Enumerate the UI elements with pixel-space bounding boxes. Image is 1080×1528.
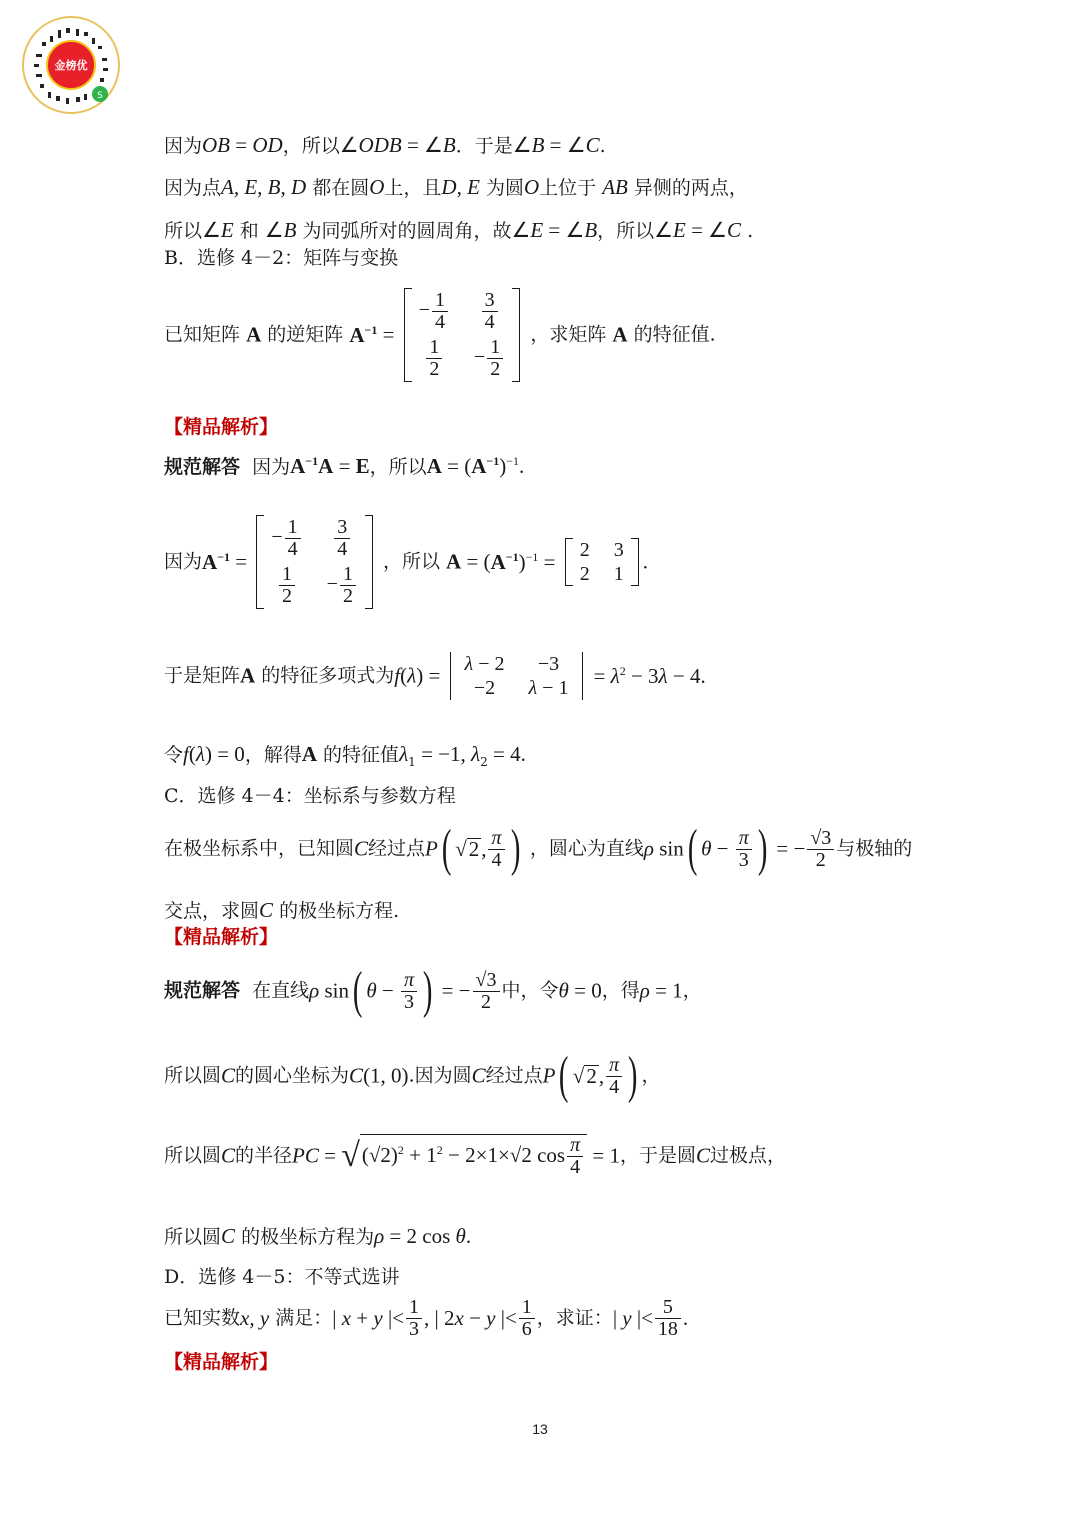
logo-text: 金榜优 xyxy=(54,59,88,72)
section-c-heading: C．选修 4－4：坐标系与参数方程 xyxy=(164,785,456,807)
question-c: 在极坐标系中，已知圆C经过点P( √2, $\frac{\pi}{4}$ ) ，圆心为直线ρ sin( θ − $\frac{\pi}{3}$ ) = − $\frac{√3}{2}$ 与极轴的 xyxy=(164,820,913,877)
solution-b-line-4: 令f(λ) = 0，解得A 的特征值$\lambda_1 = -1$, $\lambda_2 = 4$. xyxy=(164,742,526,769)
analysis-heading: 【精品解析】 xyxy=(164,926,279,948)
matrix-inverse: − $\frac{1}{4}$ $\frac{3}{4}$ $\frac{1}{2}$ − $\frac{1}{2}$ xyxy=(404,288,521,382)
section-b-heading: B．选修 4－2：矩阵与变换 xyxy=(164,247,399,269)
solution-c-line-2: 所以圆C的圆心坐标为C(1, 0).因为圆C经过点P( √2, $\frac{\pi}{4}$ ) ， xyxy=(164,1047,661,1104)
page-number: 13 xyxy=(532,1421,548,1437)
analysis-heading: 【精品解析】 xyxy=(164,1351,279,1373)
logo xyxy=(20,14,122,116)
line-2: 因为点A, E, B, D 都在圆O上，且D, E 为圆O上位于 AB 异侧的两点， xyxy=(164,175,748,199)
analysis-heading: 【精品解析】 xyxy=(164,416,279,438)
qr-logo-icon xyxy=(20,14,122,116)
solution-b-line-3: 于是矩阵A 的特征多项式为f(λ) = λ − 2 −3 −2 λ − 1 = $\lambda^2 - 3\lambda - 4$. xyxy=(164,653,706,699)
solution-c-line-1: 规范解答 在直线ρ sin( θ − $\frac{\pi}{3}$ ) = − $\frac{√3}{2}$ 中，令θ = 0，得ρ = 1， xyxy=(164,962,702,1019)
line-1: 因为OB = OD，所以∠ODB = ∠B．于是∠B = ∠C. xyxy=(164,133,606,157)
section-d-heading: D．选修 4－5：不等式选讲 xyxy=(164,1266,400,1288)
line-3: 所以∠E 和 ∠B 为同弧所对的圆周角，故∠E = ∠B，所以∠E = ∠C . xyxy=(164,218,754,242)
question-d: 已知实数x, y 满足：| x + y |< $\frac{1}{3}$ , | 2x − y |< $\frac{1}{6}$ ，求证：| y |< $\frac{5}{18}$ . xyxy=(164,1296,689,1340)
solution-b-line-2: 因为$A^{-1}$ = − $\frac{1}{4}$ $\frac{3}{4}$ $\frac{1}{2}$ − $\frac{1}{2}$ ，所以 $A = (A^{-1})^{-1}$ = 2 3 2 1 . xyxy=(164,516,648,607)
solution-c-line-3: 所以圆C的半径PC = $√(√2)^2 + 1^2 - 2\times 1\times√2$ cos $\frac{\pi}{4}$ = 1，于是圆C过极点， xyxy=(164,1134,786,1178)
question-b: 已知矩阵 A 的逆矩阵 $A^{-1}$ = − $\frac{1}{4}$ $\frac{3}{4}$ $\frac{1}{2}$ − $\frac{1}{2}$ ，求矩阵 A 的特征值. xyxy=(164,289,716,380)
question-c-cont: 交点，求圆C 的极坐标方程. xyxy=(164,898,400,922)
svg-text:S: S xyxy=(97,91,103,101)
solution-c-line-4: 所以圆C 的极坐标方程为ρ = 2 cos θ. xyxy=(164,1224,472,1248)
solution-b-line-1: 规范解答 因为$A^{-1}A = E$，所以$A = (A^{-1})^{-1}$. xyxy=(164,454,525,478)
